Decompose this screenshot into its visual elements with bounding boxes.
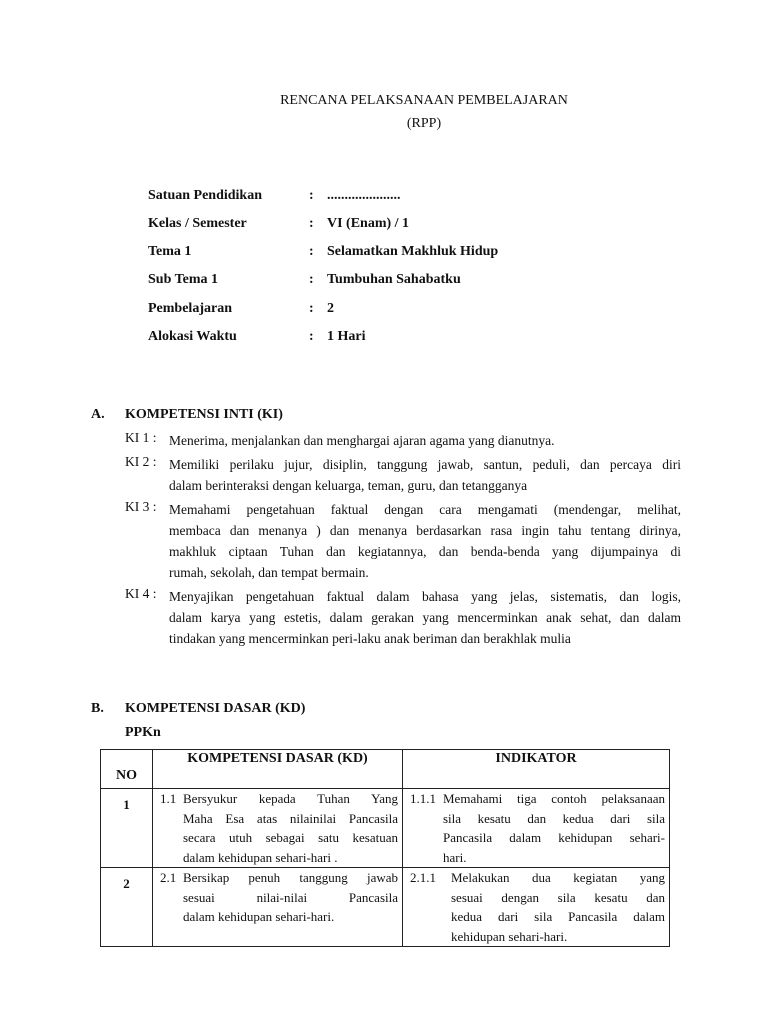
meta-label: Sub Tema 1: [148, 272, 219, 287]
document-title: RENCANA PELAKSANAAN PEMBELAJARAN: [280, 93, 568, 108]
meta-colon: :: [309, 329, 314, 344]
section-letter: A.: [91, 407, 105, 422]
meta-value: Selamatkan Makhluk Hidup: [327, 244, 499, 259]
header-indikator: INDIKATOR: [403, 750, 670, 789]
meta-colon: :: [309, 188, 314, 203]
indikator-cell: [403, 789, 670, 868]
indikator-line: sila kesatu dan kedua dari sila: [443, 810, 665, 826]
indikator-line: kedua dari sila Pancasila dalam: [451, 909, 665, 924]
kd-line: Bersyukur kepada Tuhan Yang: [183, 791, 398, 806]
ki-line: dalam berinteraksi dengan keluarga, teman, guru, dan tetangganya: [169, 478, 528, 493]
kd-content: [153, 789, 402, 867]
header-kd: KOMPETENSI DASAR (KD): [153, 750, 403, 789]
meta-value: 2: [327, 301, 334, 316]
ki-line: dalam karya yang estetis, dalam gerakan yang mencerminkan anak sehat, dan dalam: [169, 610, 681, 625]
table-row: [101, 789, 670, 868]
kd-line: sesuai nilai-nilai Pancasila: [183, 889, 398, 905]
kd-line: dalam kehidupan sehari-hari .: [183, 849, 338, 865]
meta-label: Tema 1: [148, 244, 192, 259]
kd-line: dalam kehidupan sehari-hari.: [183, 909, 335, 924]
kd-line: Maha Esa atas nilainilai Pancasila: [183, 810, 398, 826]
ki-code: KI 2 :: [125, 454, 157, 469]
ki-line: Menyajikan pengetahuan faktual dalam bahasa yang jelas, sistematis, dan logis,: [169, 589, 681, 604]
meta-colon: :: [309, 272, 314, 287]
indikator-line: Memahami tiga contoh pelaksanaan: [443, 791, 665, 806]
kd-cell: [153, 868, 403, 947]
header-no: NO: [101, 750, 153, 789]
kd-table: [100, 749, 670, 947]
section-title: KOMPETENSI INTI (KI): [125, 407, 283, 422]
table-row: [101, 868, 670, 947]
ki-line: makhluk ciptaan Tuhan dan kegiatannya, dan benda-benda yang dijumpainya di: [169, 544, 681, 559]
ki-text: [169, 430, 681, 451]
meta-label: Alokasi Waktu: [148, 329, 237, 344]
ki-text: [169, 586, 681, 649]
kd-cell: [153, 789, 403, 868]
meta-colon: :: [309, 244, 314, 259]
subject-label: PPKn: [125, 725, 161, 740]
indikator-line: sesuai dengan sila kesatu dan: [451, 889, 665, 905]
indikator-line: hari.: [443, 849, 467, 865]
meta-label: Pembelajaran: [148, 301, 232, 316]
kd-content: [153, 868, 402, 927]
ki-line: rumah, sekolah, dan tempat bermain.: [169, 565, 369, 580]
meta-value: Tumbuhan Sahabatku: [327, 272, 461, 287]
ki-line: Memiliki perilaku jujur, disiplin, tanggung jawab, santun, peduli, dan percaya diri: [169, 457, 681, 472]
indikator-number: 1.1.1: [410, 791, 436, 806]
indikator-line: kehidupan sehari-hari.: [451, 928, 568, 944]
row-number: 1: [101, 789, 153, 868]
indikator-line: Pancasila dalam kehidupan sehari-: [443, 830, 665, 845]
indikator-content: [403, 868, 669, 946]
section-title: KOMPETENSI DASAR (KD): [125, 701, 306, 716]
kd-line: Bersikap penuh tanggung jawab: [183, 870, 398, 885]
indikator-lines: [403, 789, 669, 867]
meta-value: VI (Enam) / 1: [327, 216, 410, 231]
meta-label: Kelas / Semester: [148, 216, 247, 231]
meta-value: .....................: [327, 188, 401, 203]
indikator-content: [403, 789, 669, 867]
kd-number: 1.1: [160, 791, 177, 806]
meta-label: Satuan Pendidikan: [148, 188, 262, 203]
ki-code: KI 4 :: [125, 586, 157, 601]
kd-number: 2.1: [160, 870, 177, 885]
ki-code: KI 3 :: [125, 499, 157, 514]
meta-value: 1 Hari: [327, 329, 366, 344]
section-letter: B.: [91, 701, 104, 716]
table-header-row: [101, 750, 670, 789]
indikator-number: 2.1.1: [410, 870, 436, 885]
ki-text: [169, 454, 681, 496]
kd-lines: [153, 789, 402, 867]
ki-line: membaca dan menanya ) dan menanya berdasarkan rasa ingin tahu tentang dirinya,: [169, 523, 681, 538]
ki-code: KI 1 :: [125, 430, 157, 445]
indikator-cell: [403, 868, 670, 947]
kd-lines: [153, 868, 402, 927]
ki-text: [169, 499, 681, 583]
meta-colon: :: [309, 216, 314, 231]
ki-line: Menerima, menjalankan dan menghargai ajaran agama yang dianutnya.: [169, 433, 555, 448]
document-subtitle: (RPP): [406, 116, 442, 131]
indikator-lines: [403, 868, 669, 946]
meta-colon: :: [309, 301, 314, 316]
indikator-line: Melakukan dua kegiatan yang: [451, 870, 665, 885]
ki-line: Memahami pengetahuan faktual dengan cara mengamati (mendengar, melihat,: [169, 502, 681, 517]
row-number: 2: [101, 868, 153, 947]
kd-line: secara utuh sebagai satu kesatuan: [183, 830, 398, 845]
ki-line: tindakan yang mencerminkan peri-laku anak beriman dan berakhlak mulia: [169, 631, 571, 646]
